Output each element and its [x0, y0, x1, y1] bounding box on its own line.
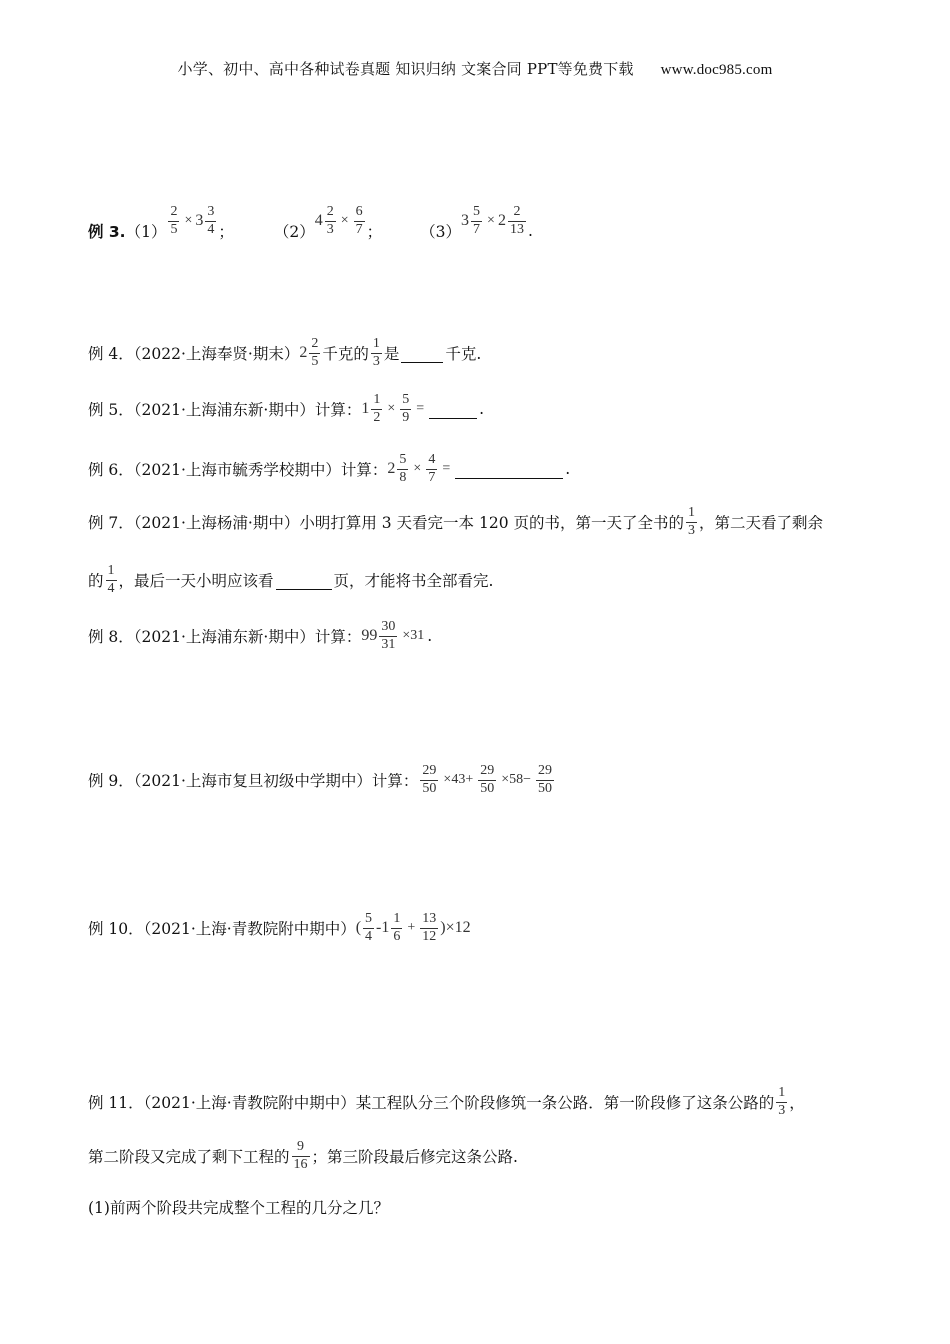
example-10: 例 10．（2021·上海·青教院附中期中） ( $\frac{5}{4}$ -1 $\frac{1}{6}$ + $\frac{13}{12}$ )×12	[88, 911, 471, 944]
answer-blank[interactable]	[276, 575, 332, 590]
example-10-label: 例 10．（2021·上海·青教院附中期中）	[88, 920, 356, 939]
example-11-question-1: (1)前两个阶段共完成整个工程的几分之几？	[88, 1199, 389, 1217]
example-6-label: 例 6．（2021·上海市毓秀学校期中）计算：	[88, 461, 388, 480]
answer-blank[interactable]	[455, 464, 563, 479]
example-5: 例 5．（2021·上海浦东新·期中）计算： 1 $\frac{1}{2}$ × $\frac{5}{9}$ = .	[88, 392, 485, 425]
example-6: 例 6．（2021·上海市毓秀学校期中）计算： 2 $\frac{5}{8}$ × $\frac{4}{7}$ = .	[88, 452, 571, 485]
expr-1: $\frac{2}{5}$ × 3 $\frac{3}{4}$	[170, 204, 215, 237]
example-11-label: 例 11．（2021·上海·青教院附中期中）某工程队分三个阶段修筑一条公路．第一阶段修了这条公路的	[88, 1094, 775, 1113]
answer-blank[interactable]	[401, 348, 443, 363]
example-8-label: 例 8．（2021·上海浦东新·期中）计算：	[88, 628, 362, 647]
header-text: 小学、初中、高中各种试卷真题 知识归纳 文案合同 PPT等免费下载	[177, 60, 634, 78]
example-11-line-1: 例 11．（2021·上海·青教院附中期中）某工程队分三个阶段修筑一条公路．第一阶段修了这条公路的 $\frac{1}{3}$ ，	[88, 1085, 805, 1118]
part-1-label: （1）	[125, 223, 167, 242]
example-8: 例 8．（2021·上海浦东新·期中）计算： 99 $\frac{30}{31}$ ×31 .	[88, 619, 433, 652]
example-4-label: 例 4．（2022·上海奉贤·期末）	[88, 345, 300, 364]
expr-3: 3 $\frac{5}{7}$ × 2 $\frac{2}{13}$	[461, 204, 524, 237]
example-11-line-2: 第二阶段又完成了剩下工程的 $\frac{9}{16}$ ；第三阶段最后修完这条公路.	[88, 1139, 518, 1172]
part-3-label: （3）	[420, 223, 462, 242]
example-9-label: 例 9．（2021·上海市复旦初级中学期中）计算：	[88, 772, 419, 791]
example-3-label: 例 3.	[88, 223, 126, 242]
header-url[interactable]: www.doc985.com	[660, 62, 773, 78]
example-5-label: 例 5．（2021·上海浦东新·期中）计算：	[88, 401, 362, 420]
example-7-label: 例 7．（2021·上海杨浦·期中）小明打算用 3 天看完一本 120 页的书，第一天了全书的	[88, 514, 684, 533]
example-3: 例 3. （1） $\frac{2}{5}$ × 3 $\frac{3}{4}$ ； （2） 4 $\frac{2}{3}$ × $\frac{6}{7}$ ； （3） 3 $\frac{5}{7}$ × 2 $\frac{2}{13}$ .	[88, 215, 533, 247]
example-7-line-2: 的 $\frac{1}{4}$ ，最后一天小明应该看 页，才能将书全部看完.	[88, 563, 494, 596]
example-9: 例 9．（2021·上海市复旦初级中学期中）计算： $\frac{29}{50}$ ×43+ $\frac{29}{50}$ ×58− $\frac{29}{50}$	[88, 763, 553, 796]
example-4: 例 4．（2022·上海奉贤·期末） 2 $\frac{2}{5}$ 千克的 $\frac{1}{3}$ 是 千克.	[88, 336, 482, 369]
part-2-label: （2）	[273, 223, 315, 242]
page-header	[0, 58, 950, 79]
answer-blank[interactable]	[429, 404, 477, 419]
expr-2: 4 $\frac{2}{3}$ × $\frac{6}{7}$	[314, 204, 363, 237]
example-7-line-1: 例 7．（2021·上海杨浦·期中）小明打算用 3 天看完一本 120 页的书，第一天了全书的 $\frac{1}{3}$ ，第二天看了剩余	[88, 505, 824, 538]
